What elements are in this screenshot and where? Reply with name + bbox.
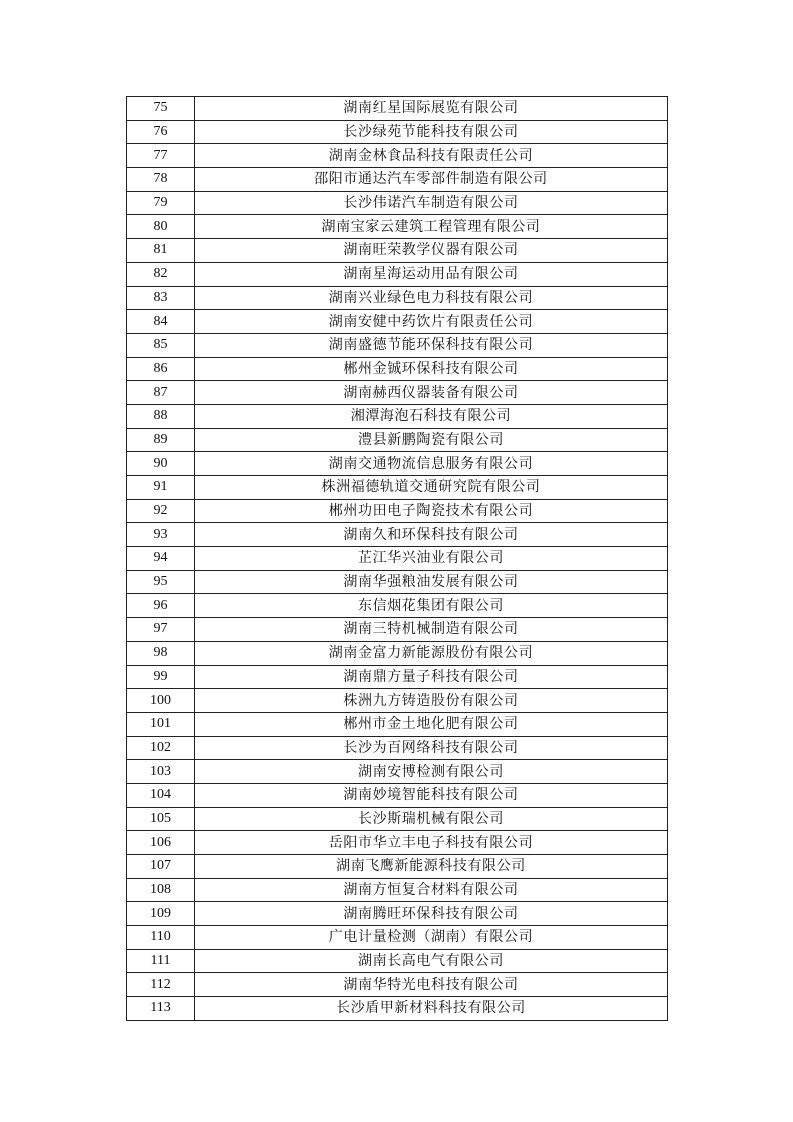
row-number-cell: 92 bbox=[127, 499, 195, 523]
row-number-cell: 96 bbox=[127, 594, 195, 618]
row-number-cell: 84 bbox=[127, 310, 195, 334]
table-row bbox=[127, 547, 668, 571]
company-name-cell: 郴州功田电子陶瓷技术有限公司 bbox=[195, 499, 668, 523]
company-name-cell: 湖南旺荣教学仪器有限公司 bbox=[195, 239, 668, 263]
company-name-cell: 长沙伟诺汽车制造有限公司 bbox=[195, 191, 668, 215]
company-name-cell: 广电计量检测（湖南）有限公司 bbox=[195, 926, 668, 950]
row-number-cell: 103 bbox=[127, 760, 195, 784]
company-list-body bbox=[127, 97, 668, 1021]
table-row bbox=[127, 97, 668, 121]
table-row bbox=[127, 855, 668, 879]
company-name-cell: 湖南飞鹰新能源科技有限公司 bbox=[195, 855, 668, 879]
company-name-cell: 湖南腾旺环保科技有限公司 bbox=[195, 902, 668, 926]
row-number-cell: 75 bbox=[127, 97, 195, 121]
row-number-cell: 90 bbox=[127, 452, 195, 476]
company-name-cell: 芷江华兴油业有限公司 bbox=[195, 547, 668, 571]
company-name-cell: 湖南三特机械制造有限公司 bbox=[195, 618, 668, 642]
row-number-cell: 89 bbox=[127, 428, 195, 452]
table-row bbox=[127, 973, 668, 997]
row-number-cell: 76 bbox=[127, 120, 195, 144]
company-name-cell: 湖南星海运动用品有限公司 bbox=[195, 262, 668, 286]
company-name-cell: 湖南宝家云建筑工程管理有限公司 bbox=[195, 215, 668, 239]
row-number-cell: 104 bbox=[127, 783, 195, 807]
row-number-cell: 86 bbox=[127, 357, 195, 381]
row-number-cell: 109 bbox=[127, 902, 195, 926]
company-name-cell: 湖南红星国际展览有限公司 bbox=[195, 97, 668, 121]
table-row bbox=[127, 262, 668, 286]
table-row bbox=[127, 239, 668, 263]
table-row bbox=[127, 641, 668, 665]
table-row bbox=[127, 144, 668, 168]
table-row bbox=[127, 712, 668, 736]
row-number-cell: 79 bbox=[127, 191, 195, 215]
table-row bbox=[127, 333, 668, 357]
company-name-cell: 湘潭海泡石科技有限公司 bbox=[195, 404, 668, 428]
row-number-cell: 95 bbox=[127, 570, 195, 594]
table-row bbox=[127, 878, 668, 902]
table-row bbox=[127, 286, 668, 310]
table-row bbox=[127, 428, 668, 452]
company-name-cell: 湖南安博检测有限公司 bbox=[195, 760, 668, 784]
company-name-cell: 东信烟花集团有限公司 bbox=[195, 594, 668, 618]
company-name-cell: 岳阳市华立丰电子科技有限公司 bbox=[195, 831, 668, 855]
row-number-cell: 98 bbox=[127, 641, 195, 665]
table-row bbox=[127, 926, 668, 950]
company-name-cell: 澧县新鹏陶瓷有限公司 bbox=[195, 428, 668, 452]
table-row bbox=[127, 570, 668, 594]
row-number-cell: 83 bbox=[127, 286, 195, 310]
table-row bbox=[127, 618, 668, 642]
company-name-cell: 湖南金林食品科技有限责任公司 bbox=[195, 144, 668, 168]
table-row bbox=[127, 736, 668, 760]
table-row bbox=[127, 902, 668, 926]
row-number-cell: 94 bbox=[127, 547, 195, 571]
row-number-cell: 93 bbox=[127, 523, 195, 547]
company-name-cell: 株洲九方铸造股份有限公司 bbox=[195, 689, 668, 713]
row-number-cell: 81 bbox=[127, 239, 195, 263]
row-number-cell: 82 bbox=[127, 262, 195, 286]
company-name-cell: 湖南方恒复合材料有限公司 bbox=[195, 878, 668, 902]
company-name-cell: 湖南赫西仪器装备有限公司 bbox=[195, 381, 668, 405]
row-number-cell: 99 bbox=[127, 665, 195, 689]
table-row bbox=[127, 215, 668, 239]
company-name-cell: 湖南盛德节能环保科技有限公司 bbox=[195, 333, 668, 357]
company-name-cell: 湖南华强粮油发展有限公司 bbox=[195, 570, 668, 594]
company-name-cell: 湖南久和环保科技有限公司 bbox=[195, 523, 668, 547]
row-number-cell: 91 bbox=[127, 476, 195, 500]
company-name-cell: 湖南妙境智能科技有限公司 bbox=[195, 783, 668, 807]
row-number-cell: 102 bbox=[127, 736, 195, 760]
row-number-cell: 88 bbox=[127, 404, 195, 428]
company-name-cell: 邵阳市通达汽车零部件制造有限公司 bbox=[195, 168, 668, 192]
table-row bbox=[127, 499, 668, 523]
table-row bbox=[127, 168, 668, 192]
table-row bbox=[127, 452, 668, 476]
table-row bbox=[127, 523, 668, 547]
row-number-cell: 108 bbox=[127, 878, 195, 902]
row-number-cell: 87 bbox=[127, 381, 195, 405]
company-name-cell: 郴州市金土地化肥有限公司 bbox=[195, 712, 668, 736]
row-number-cell: 113 bbox=[127, 997, 195, 1021]
company-name-cell: 郴州金铖环保科技有限公司 bbox=[195, 357, 668, 381]
table-row bbox=[127, 404, 668, 428]
company-name-cell: 长沙绿苑节能科技有限公司 bbox=[195, 120, 668, 144]
row-number-cell: 106 bbox=[127, 831, 195, 855]
row-number-cell: 85 bbox=[127, 333, 195, 357]
table-row bbox=[127, 191, 668, 215]
row-number-cell: 100 bbox=[127, 689, 195, 713]
table-row bbox=[127, 665, 668, 689]
company-name-cell: 湖南交通物流信息服务有限公司 bbox=[195, 452, 668, 476]
company-name-cell: 湖南鼎方量子科技有限公司 bbox=[195, 665, 668, 689]
row-number-cell: 110 bbox=[127, 926, 195, 950]
table-row bbox=[127, 949, 668, 973]
company-name-cell: 湖南金富力新能源股份有限公司 bbox=[195, 641, 668, 665]
row-number-cell: 97 bbox=[127, 618, 195, 642]
row-number-cell: 78 bbox=[127, 168, 195, 192]
table-row bbox=[127, 760, 668, 784]
table-row bbox=[127, 357, 668, 381]
company-name-cell: 湖南长高电气有限公司 bbox=[195, 949, 668, 973]
row-number-cell: 107 bbox=[127, 855, 195, 879]
company-name-cell: 湖南兴业绿色电力科技有限公司 bbox=[195, 286, 668, 310]
table-row bbox=[127, 381, 668, 405]
row-number-cell: 112 bbox=[127, 973, 195, 997]
table-row bbox=[127, 594, 668, 618]
table-row bbox=[127, 997, 668, 1021]
company-name-cell: 湖南安健中药饮片有限责任公司 bbox=[195, 310, 668, 334]
row-number-cell: 111 bbox=[127, 949, 195, 973]
table-row bbox=[127, 689, 668, 713]
row-number-cell: 77 bbox=[127, 144, 195, 168]
table-row bbox=[127, 783, 668, 807]
company-name-cell: 长沙盾甲新材料科技有限公司 bbox=[195, 997, 668, 1021]
company-name-cell: 长沙为百网络科技有限公司 bbox=[195, 736, 668, 760]
table-row bbox=[127, 120, 668, 144]
company-name-cell: 长沙斯瑞机械有限公司 bbox=[195, 807, 668, 831]
table-row bbox=[127, 807, 668, 831]
table-row bbox=[127, 831, 668, 855]
company-list-table bbox=[126, 96, 668, 1021]
company-name-cell: 湖南华特光电科技有限公司 bbox=[195, 973, 668, 997]
company-name-cell: 株洲福德轨道交通研究院有限公司 bbox=[195, 476, 668, 500]
table-row bbox=[127, 310, 668, 334]
row-number-cell: 80 bbox=[127, 215, 195, 239]
row-number-cell: 101 bbox=[127, 712, 195, 736]
table-row bbox=[127, 476, 668, 500]
row-number-cell: 105 bbox=[127, 807, 195, 831]
